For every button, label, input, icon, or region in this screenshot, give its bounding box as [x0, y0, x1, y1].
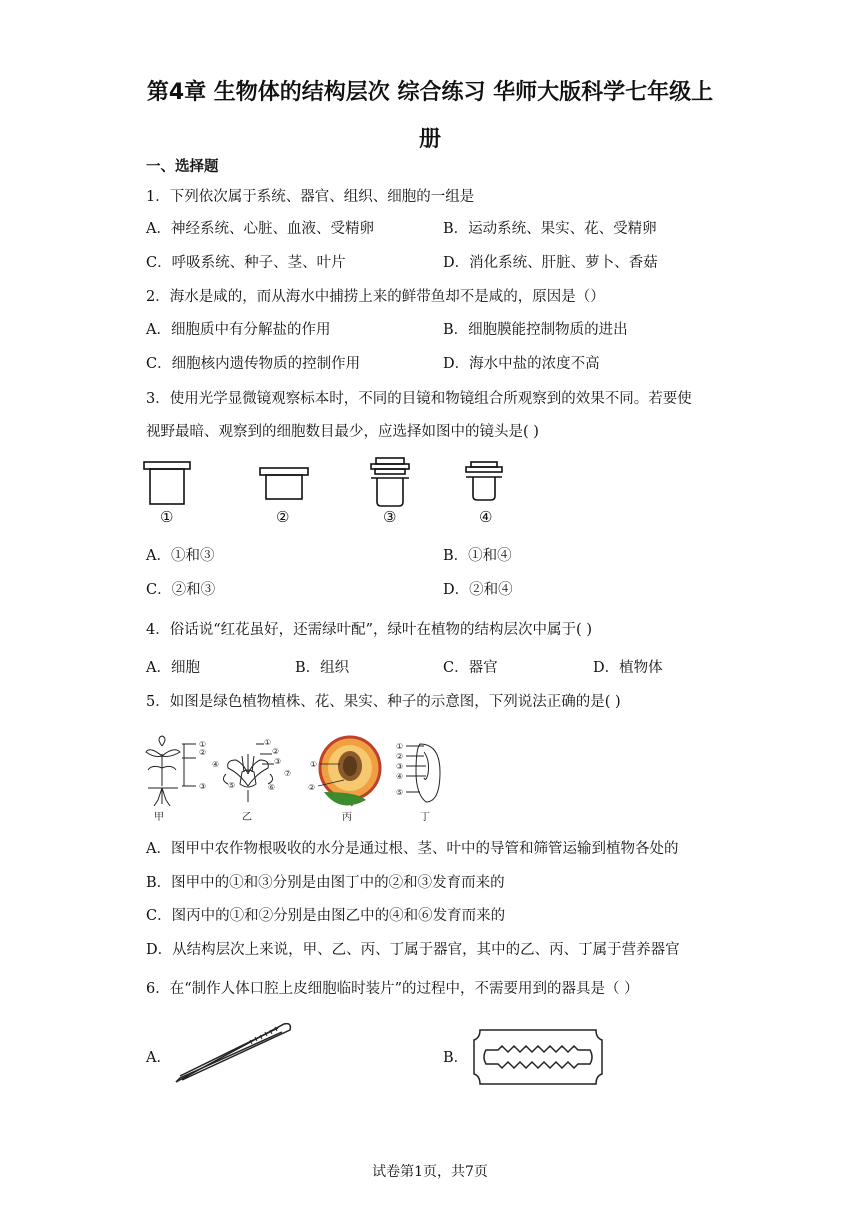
- q1-option-b: B．运动系统、果实、花、受精卵: [443, 221, 657, 237]
- q3-option-a: A．①和③: [146, 548, 215, 564]
- question-5-stem: 5．如图是绿色植物植株、花、果实、种子的示意图，下列说法正确的是( ): [146, 694, 621, 710]
- svg-text:④: ④: [212, 760, 220, 769]
- figure-label-bing: 丙: [342, 812, 352, 823]
- lens-1-eyepiece-tall: [144, 462, 190, 504]
- tweezers-icon: [172, 1020, 294, 1086]
- question-6-stem: 6．在“制作人体口腔上皮细胞临时装片”的过程中，不需要用到的器具是（ ）: [146, 981, 639, 997]
- seed-diagram-ding: [406, 744, 440, 802]
- section-heading: 一、选择题: [146, 159, 219, 175]
- svg-text:③: ③: [274, 757, 282, 766]
- q4-option-b: B．组织: [295, 660, 350, 676]
- lens-4-objective-short: [466, 462, 502, 500]
- q2-option-c: C．细胞核内遗传物质的控制作用: [146, 356, 361, 372]
- svg-text:④: ④: [396, 772, 404, 781]
- svg-text:①: ①: [396, 742, 404, 751]
- fruit-diagram-bing: [320, 737, 380, 806]
- svg-text:③: ③: [199, 782, 207, 791]
- q4-option-d: D．植物体: [593, 660, 663, 676]
- q2-option-b: B．细胞膜能控制物质的进出: [443, 322, 628, 338]
- page-footer: 试卷第1页，共7页: [372, 1164, 488, 1180]
- lens-label-1: ①: [160, 508, 174, 526]
- svg-text:②: ②: [199, 748, 207, 757]
- svg-text:①: ①: [264, 738, 272, 747]
- svg-text:⑤: ⑤: [228, 781, 236, 790]
- svg-text:②: ②: [396, 752, 404, 761]
- flower-diagram-yi: [223, 744, 274, 802]
- svg-text:②: ②: [308, 783, 316, 792]
- q1-option-a: A．神经系统、心脏、血液、受精卵: [146, 221, 374, 237]
- q4-option-c: C．器官: [443, 660, 498, 676]
- page-title-continued: 册: [418, 127, 441, 152]
- svg-text:①: ①: [199, 740, 207, 749]
- q1-option-d: D．消化系统、肝脏、萝卜、香菇: [443, 255, 658, 271]
- figure-label-jia: 甲: [154, 812, 164, 823]
- svg-text:①: ①: [310, 760, 318, 769]
- plant-organs-figure: [144, 734, 444, 820]
- svg-text:②: ②: [272, 747, 280, 756]
- q3-option-d: D．②和④: [443, 582, 513, 598]
- lens-3-objective-long: [371, 458, 409, 506]
- figure-label-ding: 丁: [420, 812, 430, 823]
- svg-text:⑦: ⑦: [284, 769, 292, 778]
- q1-option-c: C．呼吸系统、种子、茎、叶片: [146, 255, 346, 271]
- lens-label-4: ④: [479, 508, 493, 526]
- page-title: 第4章 生物体的结构层次 综合练习 华师大版科学七年级上: [146, 80, 714, 105]
- plant-diagram-jia: [146, 736, 196, 806]
- razor-blade-icon: [470, 1028, 606, 1088]
- q5-option-b: B．图甲中的①和③分别是由图丁中的②和③发育而来的: [146, 875, 505, 891]
- q2-option-d: D．海水中盐的浓度不高: [443, 356, 600, 372]
- question-3-stem-line2: 视野最暗、观察到的细胞数目最少，应选择如图中的镜头是( ): [146, 424, 539, 440]
- svg-text:⑥: ⑥: [268, 783, 276, 792]
- question-4-stem: 4．俗话说“红花虽好，还需绿叶配”，绿叶在植物的结构层次中属于( ): [146, 622, 592, 638]
- question-1-stem: 1．下列依次属于系统、器官、组织、细胞的一组是: [146, 189, 475, 205]
- q4-option-a: A．细胞: [146, 660, 200, 676]
- q5-option-c: C．图丙中的①和②分别是由图乙中的④和⑥发育而来的: [146, 908, 506, 924]
- lens-label-2: ②: [276, 508, 290, 526]
- q6-option-b: B．: [443, 1050, 469, 1066]
- q5-option-a: A．图甲中农作物根吸收的水分是通过根、茎、叶中的导管和筛管运输到植物各处的: [146, 841, 679, 857]
- lens-figure: [140, 456, 520, 536]
- question-3-stem-line1: 3．使用光学显微镜观察标本时，不同的目镜和物镜组合所观察到的效果不同。若要使: [146, 391, 692, 407]
- q6-option-a: A．: [146, 1050, 171, 1066]
- question-2-stem: 2．海水是咸的，而从海水中捕捞上来的鲜带鱼却不是咸的，原因是（）: [146, 289, 605, 305]
- lens-label-3: ③: [383, 508, 397, 526]
- figure-label-yi: 乙: [242, 812, 252, 823]
- q3-option-c: C．②和③: [146, 582, 216, 598]
- lens-2-eyepiece-short: [260, 468, 308, 499]
- svg-text:⑤: ⑤: [396, 788, 404, 797]
- q5-option-d: D．从结构层次上来说，甲、乙、丙、丁属于器官，其中的乙、丙、丁属于营养器官: [146, 942, 680, 958]
- svg-text:③: ③: [396, 762, 404, 771]
- q3-option-b: B．①和④: [443, 548, 512, 564]
- q2-option-a: A．细胞质中有分解盐的作用: [146, 322, 331, 338]
